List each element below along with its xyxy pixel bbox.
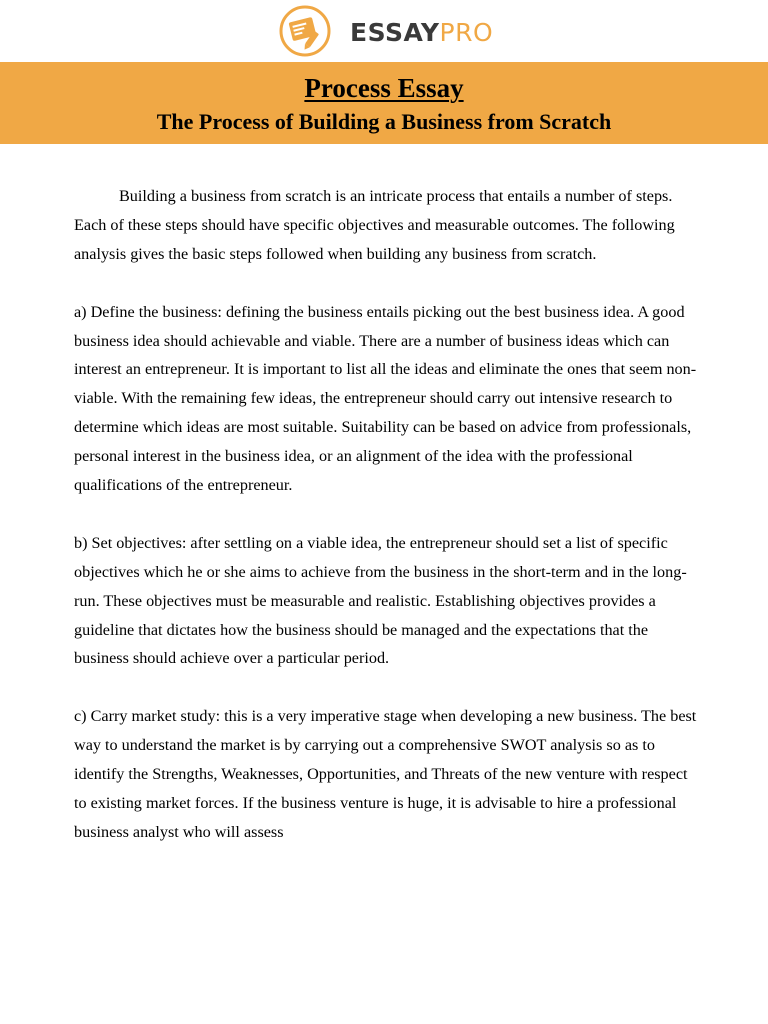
title-banner [0,62,768,144]
page-subtitle: The Process of Building a Business from Scratch [156,109,612,134]
brand-name-pro: PRO [439,18,494,47]
paragraph-set-objectives: b) Set objectives: after settling on a viable idea, the entrepreneur should set a list of specific objectives which he or she aims to achieve from the business in the short-term and in the long-run. These objectives must be measurable and realistic. Establishing objectives provides a guideline that dictates how the business should be managed and the expectations that the business should achieve over a particular period. [74,533,687,668]
intro-paragraph: Building a business from scratch is an intricate process that entails a number of steps. Each of these steps should have specific objectives and measurable outcomes. The following analysis gives the basic steps followed when building any business from scratch. [74,187,675,263]
pen-and-paper-icon [279,5,331,57]
essay-body [74,182,698,876]
paragraph-market-study: c) Carry market study: this is a very imperative stage when developing a new business. The best way to understand the market is by carrying out a comprehensive SWOT analysis so as to identify the Strengths, Weaknesses, Opportunities, and Threats of the new venture with respect to existing market forces. If the business venture is huge, it is advisable to hire a professional business analyst who will assess [74,707,697,841]
brand-logo-text [350,19,493,47]
paragraph-define-business: a) Define the business: defining the business entails picking out the best business idea. A good business idea should achievable and viable. There are a number of business ideas which can interest an entrepreneur. It is important to list all the ideas and eliminate the ones that seem non-viable. With the remaining few ideas, the entrepreneur should carry out intensive research to determine which ideas are most suitable. Suitability can be based on advice from professionals, personal interest in the business idea, or an alignment of the idea with the professional qualifications of the entrepreneur. [74,302,697,495]
page-title: Process Essay [304,73,464,103]
brand-name-essay: ESSAY [350,18,440,47]
logo-bar [0,0,768,62]
